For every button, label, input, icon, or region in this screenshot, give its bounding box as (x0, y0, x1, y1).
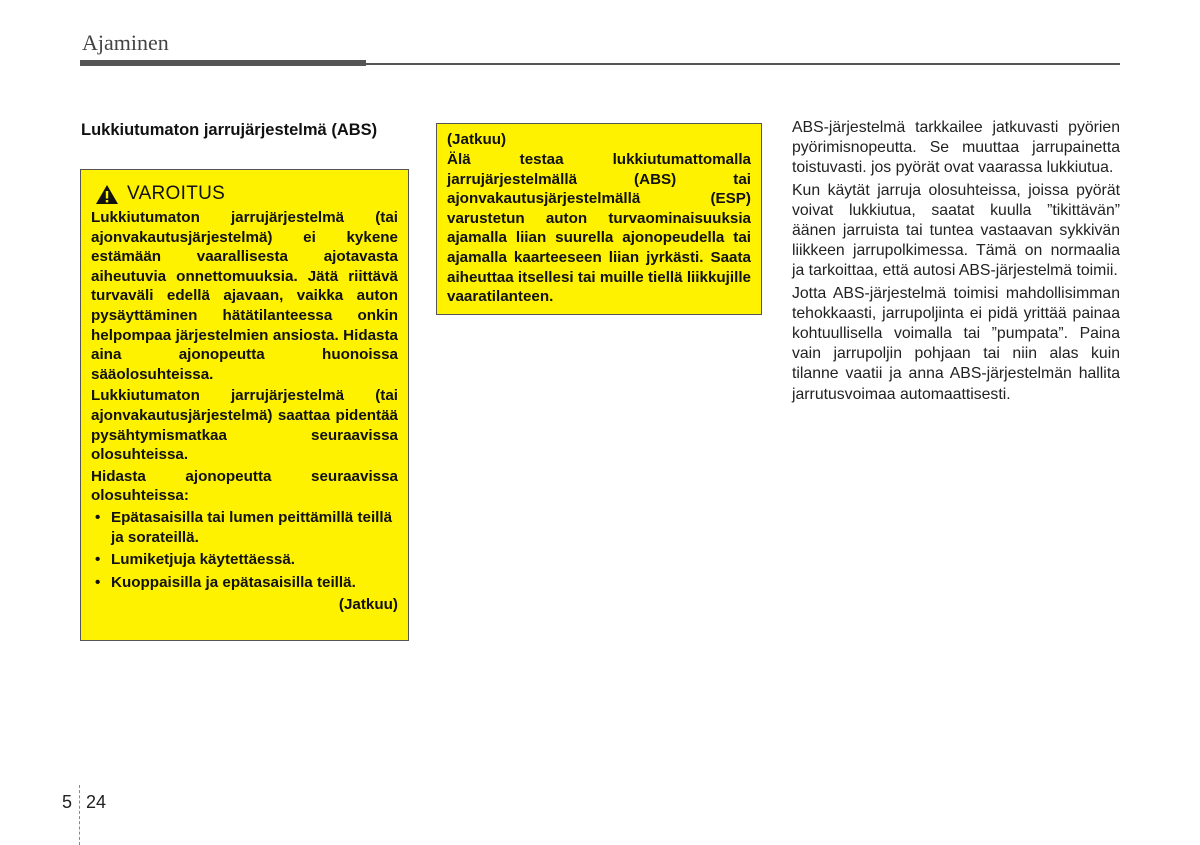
continued-warning-box (436, 123, 762, 315)
header-rule-thin (366, 63, 1120, 65)
warning-bullet-item: • Lumiketjuja käytettäessä. (91, 550, 398, 570)
body-paragraph: Kun käytät jarruja olosuhteissa, joissa pyörät voivat lukkiutua, saatat kuulla ”tikittävän” äänen jarruista tai tuntea vastaavan sykkivän liikkeen jarrupolkimessa. Tämä on normaalia ja tarkoittaa, että autosi ABS-järjestelmä toimii. (792, 181, 1120, 280)
body-column (792, 118, 1120, 407)
warning-bullet-item: • Epätasaisilla tai lumen peittämillä teillä ja sorateillä. (91, 508, 398, 547)
warning-bullet-item: • Kuoppaisilla ja epätasaisilla teillä. (91, 573, 398, 593)
warning-header (95, 180, 398, 208)
page-number (62, 792, 106, 813)
warning-paragraph: Hidasta ajonopeutta seuraavissa olosuhteissa: (91, 467, 398, 505)
warning-label: VAROITUS (127, 183, 226, 204)
continued-warning-text: Älä testaa lukkiutumattomalla jarrujärjestelmällä (ABS) tai ajonvakautusjärjestelmällä (ESP) varustetun auton turvaominaisuuksia ajamalla liian suurella ajonopeudella tai ajamalla kaarteeseen liian jyrkästi. Saata aiheuttaa itsellesi tai muille tiellä liikkujille vaaratilanteen. (447, 151, 751, 306)
page-header-title: Ajaminen (82, 30, 169, 55)
warning-paragraph: Lukkiutumaton jarrujärjestelmä (tai ajonvakautusjärjestelmä) ei kykene estämään vaarallisesta ajotavasta aiheutuvia onnettomuuksia. Jätä riittävä turvaväli edellä ajavaan, vaikka auton pysäyttäminen hätätilanteessa onkin helpompaa järjestelmien ansiosta. Hidasta aina ajonopeutta huonoissa sääolosuhteissa. (91, 209, 398, 383)
warning-bullet-list (91, 508, 398, 592)
warning-continued-label: (Jatkuu) (338, 596, 398, 614)
continued-warning-head: (Jatkuu) (447, 131, 507, 148)
body-paragraph: Jotta ABS-järjestelmä toimisi mahdollisimman tehokkaasti, jarrupoljinta ei pidä yrittää painaa kohtuullisella voimalla tai ”pumpata”. Paina vain jarrupoljin pohjaan tai niin alas kuin tilanne vaatii ja anna ABS-järjestelmän hallita jarrutusvoimaa automaattisesti. (792, 284, 1120, 403)
chapter-number: 5 (62, 792, 73, 812)
section-title: Lukkiutumaton jarrujärjestelmä (ABS) (81, 121, 378, 139)
body-paragraph: ABS-järjestelmä tarkkailee jatkuvasti pyörien pyörimisnopeutta. Se muuttaa jarrupainetta toistuvasti. jos pyörät ovat vaarassa lukkiutua. (792, 119, 1120, 177)
page-number-value: 24 (86, 792, 107, 812)
warning-paragraph: Lukkiutumaton jarrujärjestelmä (tai ajonvakautusjärjestelmä) saattaa pidentää pysähtymismatkaa seuraavissa olosuhteissa. (91, 387, 398, 464)
warning-box (80, 169, 409, 641)
header-rule-thick (80, 60, 366, 66)
warning-triangle-icon (95, 184, 119, 205)
